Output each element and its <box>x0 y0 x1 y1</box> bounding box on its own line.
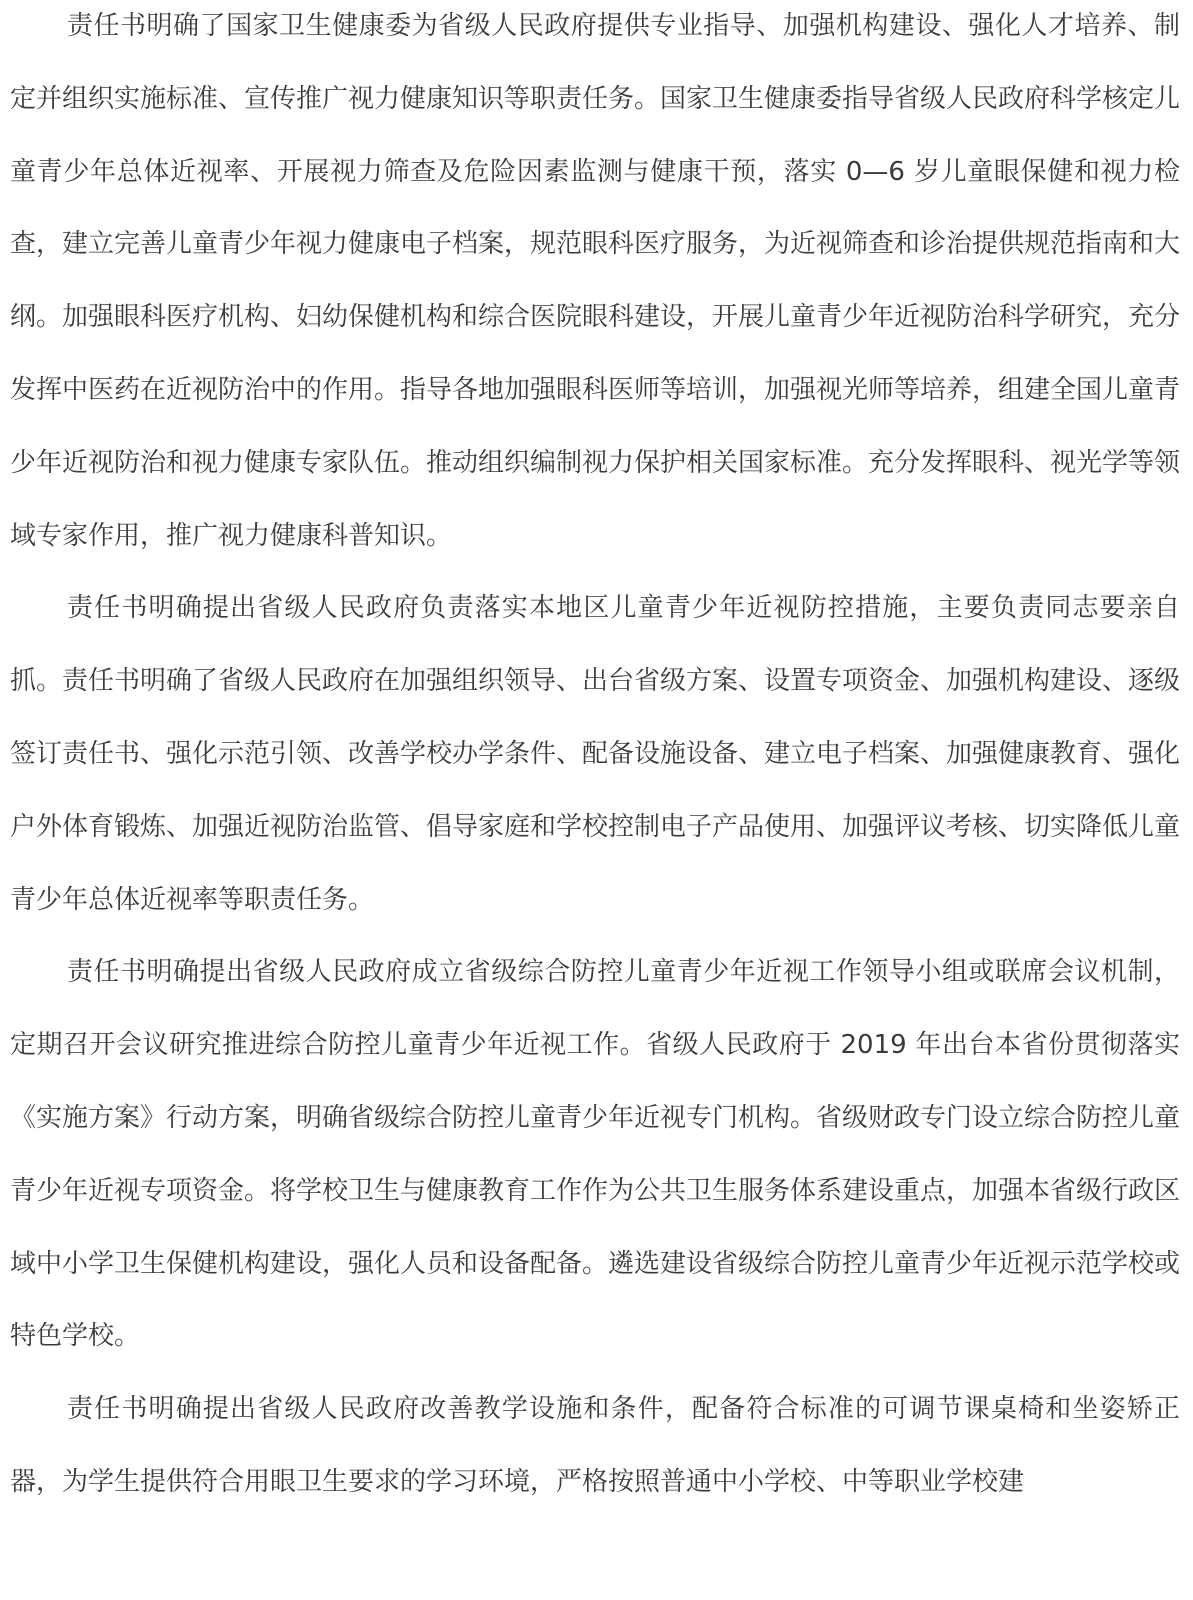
paragraph-4: 责任书明确提出省级人民政府改善教学设施和条件，配备符合标准的可调节课桌椅和坐姿矫正器，为学生提供符合用眼卫生要求的学习环境，严格按照普通中小学校、中等职业学校建 <box>10 1394 1180 1497</box>
document-page <box>10 0 1180 1519</box>
paragraph-3: 责任书明确提出省级人民政府成立省级综合防控儿童青少年近视工作领导小组或联席会议机制，定期召开会议研究推进综合防控儿童青少年近视工作。省级人民政府于 2019 年出台本省份贯彻落实《实施方案》行动方案，明确省级综合防控儿童青少年近视专门机构。省级财政专门设立综合防控儿童青少年近视专项资金。将学校卫生与健康教育工作作为公共卫生服务体系建设重点，加强本省级行政区域中小学卫生保健机构建设，强化人员和设备配备。遴选建设省级综合防控儿童青少年近视示范学校或特色学校。 <box>10 957 1181 1352</box>
paragraph-1: 责任书明确了国家卫生健康委为省级人民政府提供专业指导、加强机构建设、强化人才培养、制定并组织实施标准、宣传推广视力健康知识等职责任务。国家卫生健康委指导省级人民政府科学核定儿童青少年总体近视率、开展视力筛查及危险因素监测与健康干预，落实 0—6 岁儿童眼保健和视力检查，建立完善儿童青少年视力健康电子档案，规范眼科医疗服务，为近视筛查和诊治提供规范指南和大纲。加强眼科医疗机构、妇幼保健机构和综合医院眼科建设，开展儿童青少年近视防治科学研究，充分发挥中医药在近视防治中的作用。指导各地加强眼科医师等培训，加强视光师等培养，组建全国儿童青少年近视防治和视力健康专家队伍。推动组织编制视力保护相关国家标准。充分发挥眼科、视光学等领域专家作用，推广视力健康科普知识。 <box>10 11 1181 551</box>
paragraph-2: 责任书明确提出省级人民政府负责落实本地区儿童青少年近视防控措施，主要负责同志要亲自抓。责任书明确了省级人民政府在加强组织领导、出台省级方案、设置专项资金、加强机构建设、逐级签订责任书、强化示范引领、改善学校办学条件、配备设施设备、建立电子档案、加强健康教育、强化户外体育锻炼、加强近视防治监管、倡导家庭和学校控制电子产品使用、加强评议考核、切实降低儿童青少年总体近视率等职责任务。 <box>10 593 1181 915</box>
